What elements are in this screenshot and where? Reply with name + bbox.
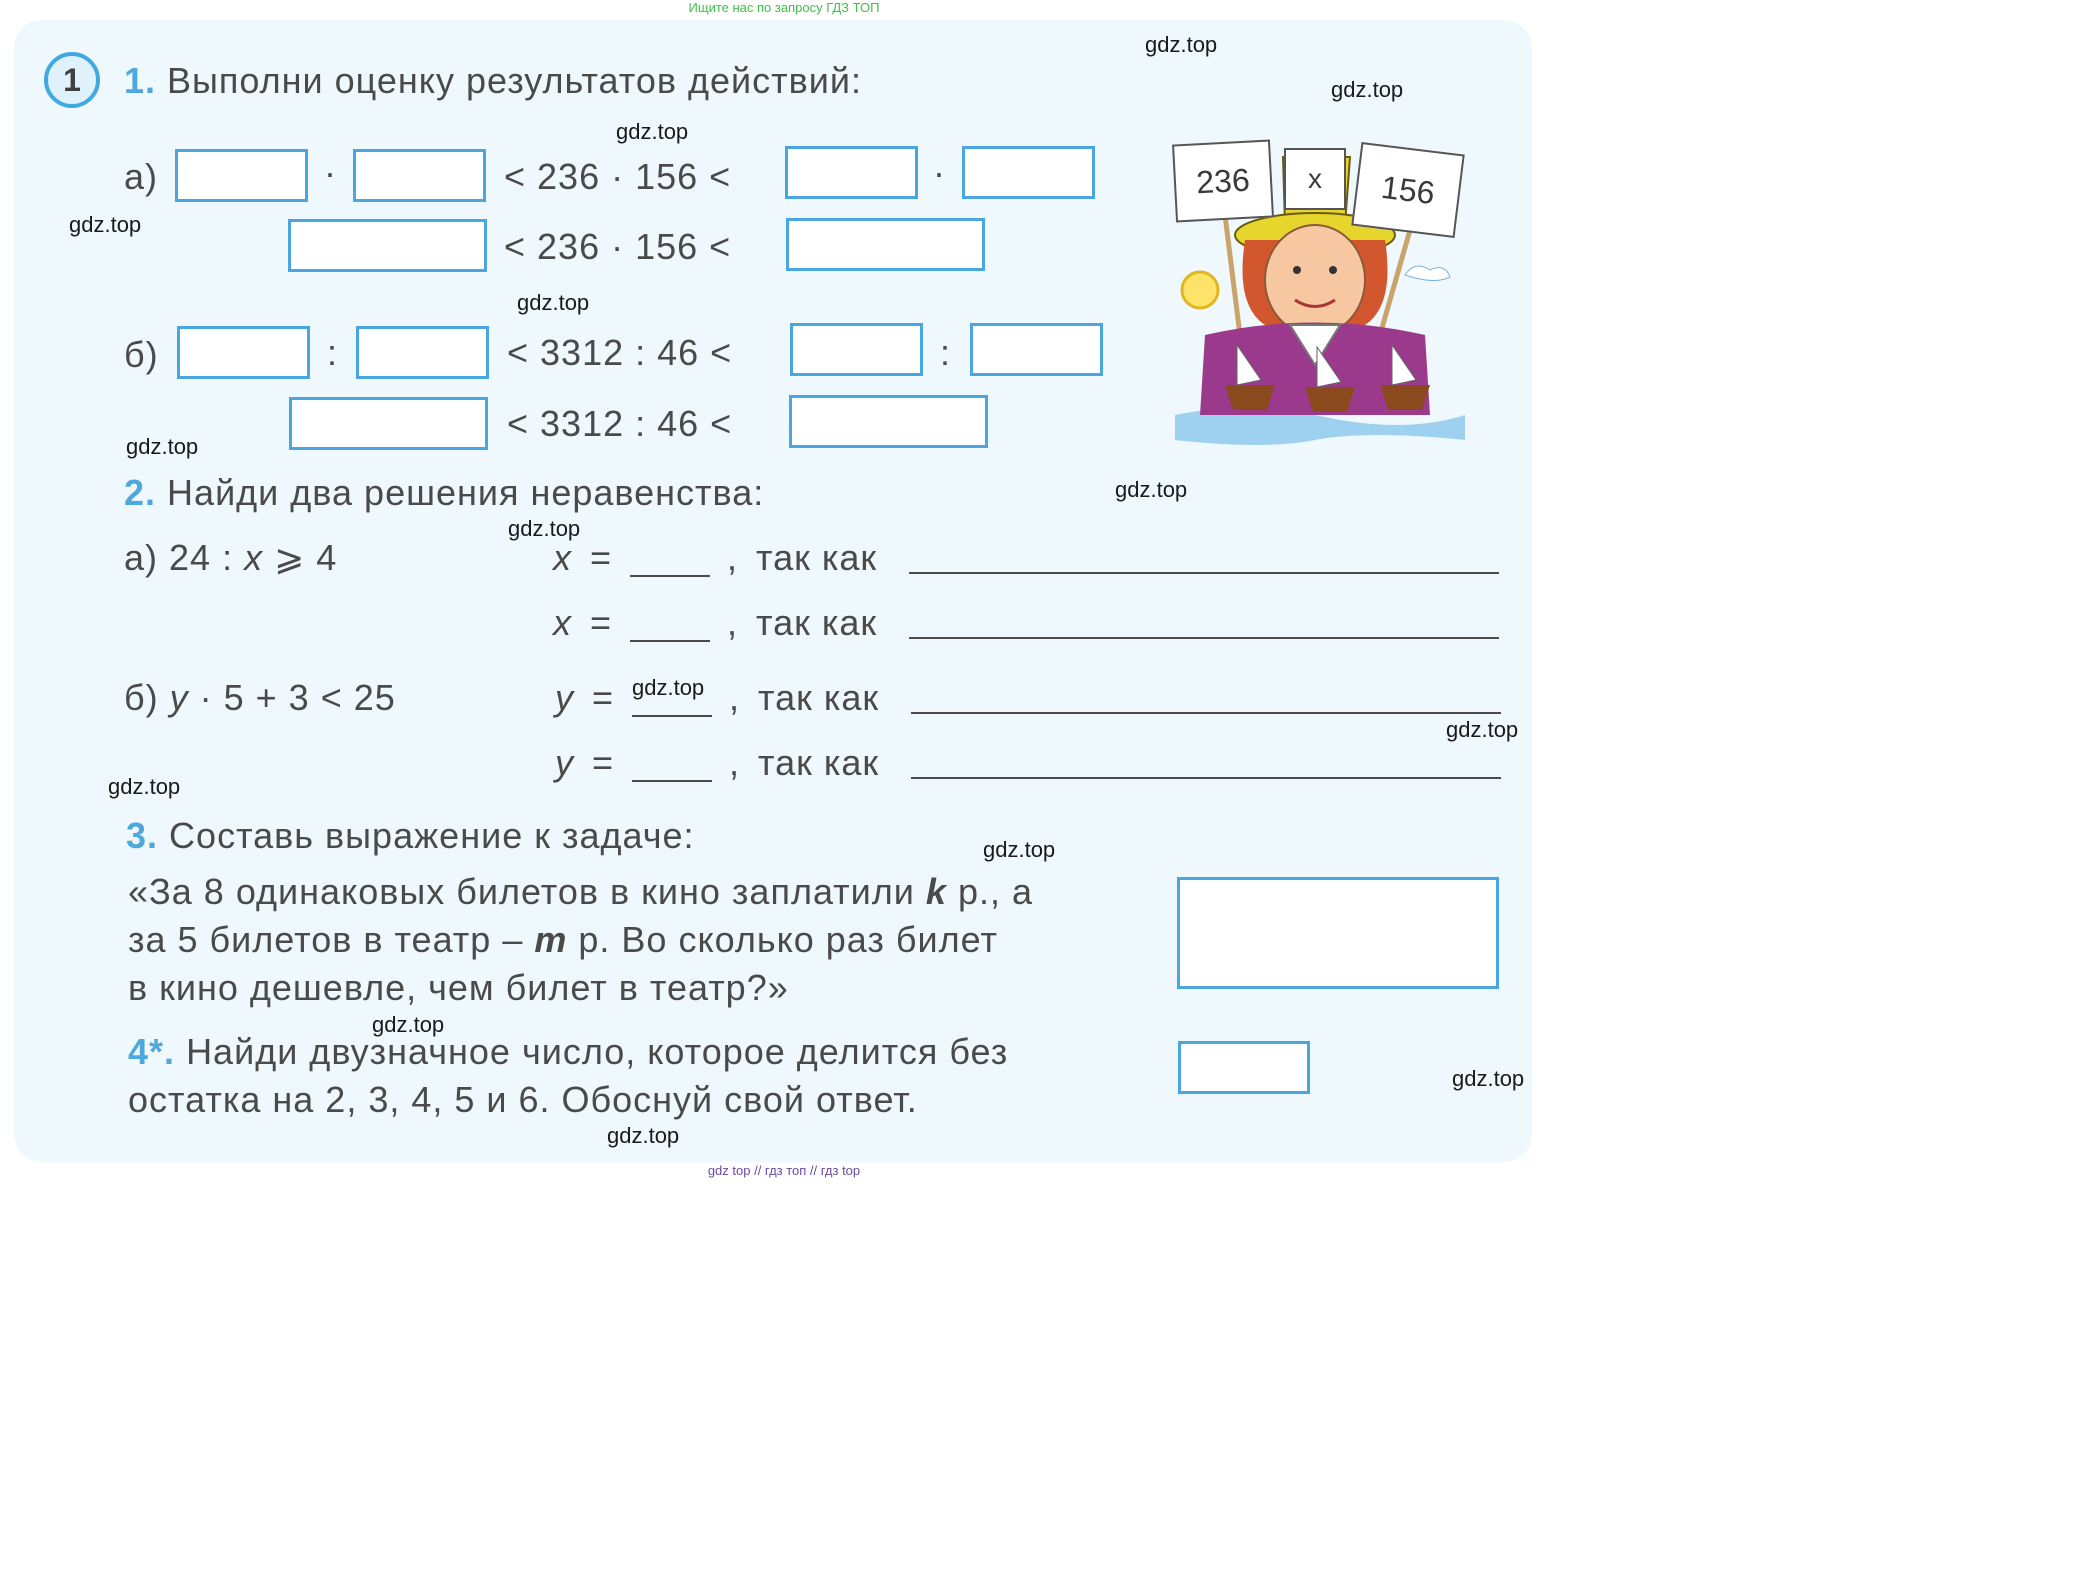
task2-b2-answer-blank[interactable] — [632, 780, 712, 782]
watermark: gdz.top — [616, 119, 689, 144]
task2-a2-answer-blank[interactable] — [630, 640, 710, 642]
watermark: gdz.top — [108, 774, 181, 799]
task1-a-box-lower[interactable] — [288, 219, 487, 272]
task2-a2-variable: x — [553, 602, 572, 643]
sign-right: 156 — [1351, 142, 1464, 238]
task3-variable-k: k — [925, 871, 947, 912]
task3-variable-m: m — [534, 919, 568, 960]
footer-note: gdz top // гдз топ // гдз top — [707, 1163, 861, 1178]
watermark: gdz.top — [607, 1123, 680, 1148]
task2-b2-because: так как — [758, 742, 880, 783]
task1-b-box-2[interactable] — [356, 326, 489, 379]
task1-b-expression-2: < 3312 : 46 < — [507, 403, 733, 444]
task1-title: Выполни оценку результатов действий: — [167, 60, 862, 101]
watermark: gdz.top — [1446, 717, 1519, 742]
task2-b2-comma: , — [729, 742, 741, 783]
task2-a-label: а) — [124, 537, 159, 578]
task3-text-line-1 — [128, 871, 1033, 913]
task1-a-box-4[interactable] — [962, 146, 1095, 199]
task1-a-dot-1: · — [324, 152, 337, 193]
task2-a1-because: так как — [756, 537, 878, 578]
task4-answer-box[interactable] — [1178, 1041, 1310, 1094]
task2-b2-equals: = — [592, 742, 615, 783]
task4-number: 4*. — [128, 1031, 176, 1072]
watermark: gdz.top — [126, 434, 199, 459]
task2-a2-comma: , — [727, 602, 739, 643]
task2-b2-variable: y — [555, 742, 574, 783]
task2-b1-because: так как — [758, 677, 880, 718]
watermark: gdz.top — [517, 290, 590, 315]
watermark: gdz.top — [372, 1012, 445, 1037]
sign-middle: x — [1284, 148, 1346, 210]
task2-a1-answer-blank[interactable] — [630, 575, 710, 577]
task1-a-dot-2: · — [933, 152, 946, 193]
task2-b1-reason-line[interactable] — [911, 712, 1501, 714]
task1-b-colon-2: : — [940, 332, 952, 373]
task3-heading — [126, 815, 695, 857]
task2-b-inequality — [124, 677, 396, 719]
sign-left: 236 — [1172, 139, 1274, 222]
task3-title: Составь выражение к задаче: — [169, 815, 695, 856]
task1-b-box-1[interactable] — [177, 326, 310, 379]
task2-b-rest: · 5 + 3 < 25 — [199, 677, 396, 718]
task4-text-line-1 — [128, 1031, 1008, 1073]
task2-b1-answer-blank[interactable] — [632, 715, 712, 717]
task4-text-line-2: остатка на 2, 3, 4, 5 и 6. Обоснуй свой ответ. — [128, 1079, 918, 1120]
task2-a2-reason-line[interactable] — [909, 637, 1499, 639]
task4-line1: Найди двузначное число, которое делится без — [186, 1031, 1009, 1072]
task1-b-box-upper[interactable] — [789, 395, 988, 448]
task3-line1-end: р., а — [957, 871, 1034, 912]
task2-a1-variable: x — [553, 537, 572, 578]
task3-line2-end: р. Во сколько раз билет — [578, 919, 998, 960]
task2-b1-comma: , — [729, 677, 741, 718]
task2-b1-equals: = — [592, 677, 615, 718]
watermark: gdz.top — [983, 837, 1056, 862]
task3-text-line-2 — [128, 919, 998, 961]
task3-number: 3. — [126, 815, 159, 856]
task3-text-line-3: в кино дешевле, чем билет в театр?» — [128, 967, 789, 1008]
task2-b-label: б) — [124, 677, 159, 718]
watermark: gdz.top — [69, 212, 142, 237]
task2-a-rest: ⩾ 4 — [274, 537, 338, 578]
task1-a-box-1[interactable] — [175, 149, 308, 202]
task2-a-colon: : — [222, 537, 234, 578]
task1-a-box-3[interactable] — [785, 146, 918, 199]
task1-number: 1. — [124, 60, 157, 101]
watermark: gdz.top — [632, 675, 705, 700]
task2-a-inequality — [124, 537, 337, 579]
task3-line1-start: «За 8 одинаковых билетов в кино заплатили — [128, 871, 915, 912]
task2-a1-comma: , — [727, 537, 739, 578]
watermark: gdz.top — [508, 516, 581, 541]
task1-a-expression-2: < 236 · 156 < — [504, 226, 732, 267]
watermark: gdz.top — [1115, 477, 1188, 502]
task1-b-expression-1: < 3312 : 46 < — [507, 332, 733, 373]
task2-number: 2. — [124, 472, 157, 513]
watermark: gdz.top — [1452, 1066, 1525, 1091]
task2-a-variable: x — [244, 537, 264, 578]
task2-title: Найди два решения неравенства: — [167, 472, 765, 513]
task1-a-box-upper[interactable] — [786, 218, 985, 271]
watermark: gdz.top — [1331, 77, 1404, 102]
task1-heading — [124, 60, 862, 102]
task1-b-box-lower[interactable] — [289, 397, 488, 450]
task1-b-box-3[interactable] — [790, 323, 923, 376]
task2-b2-reason-line[interactable] — [911, 777, 1501, 779]
task2-heading — [124, 472, 764, 514]
task1-b-label: б) — [124, 334, 159, 375]
task3-line2-start: за 5 билетов в театр – — [128, 919, 524, 960]
task1-b-colon-1: : — [327, 332, 339, 373]
task2-a1-reason-line[interactable] — [909, 572, 1499, 574]
task2-a-number: 24 — [169, 537, 212, 578]
page-number-badge: 1 — [44, 52, 100, 108]
task3-answer-box[interactable] — [1177, 877, 1499, 989]
watermark: gdz.top — [1145, 32, 1218, 57]
task1-b-box-4[interactable] — [970, 323, 1103, 376]
task1-a-box-2[interactable] — [353, 149, 486, 202]
task2-b1-variable: y — [555, 677, 574, 718]
header-note: Ищите нас по запросу ГДЗ ТОП — [688, 0, 880, 15]
task2-a2-because: так как — [756, 602, 878, 643]
task2-a2-equals: = — [590, 602, 613, 643]
task1-a-label: а) — [124, 156, 159, 197]
task1-a-expression-1: < 236 · 156 < — [504, 156, 732, 197]
task2-a1-equals: = — [590, 537, 613, 578]
task2-b-variable: y — [169, 677, 189, 718]
